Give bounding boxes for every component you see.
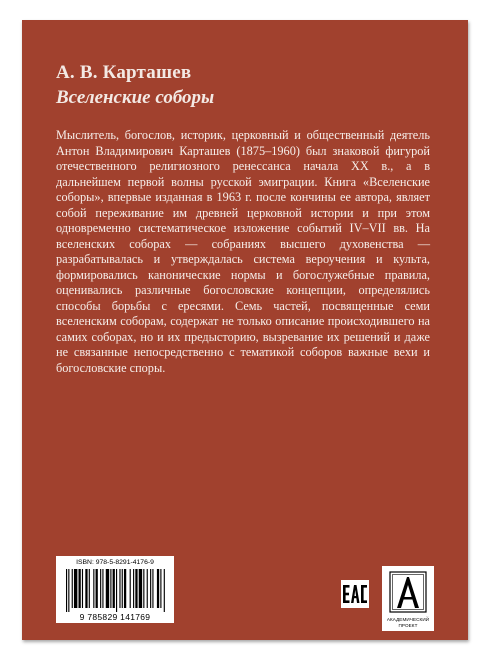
barcode-bar <box>93 569 94 608</box>
barcode-bar <box>133 569 134 608</box>
eac-conformity-icon <box>340 579 370 609</box>
barcode-bar <box>113 569 115 608</box>
barcode-bar <box>68 569 69 612</box>
academic-project-logo-icon <box>388 570 428 614</box>
barcode-bar <box>150 569 151 608</box>
barcode-bar <box>122 569 123 608</box>
publisher-mark <box>382 566 434 631</box>
author-name: А. В. Карташев <box>56 62 192 83</box>
barcode-bar <box>79 569 81 608</box>
barcode-bar <box>130 569 131 608</box>
barcode-bar <box>89 569 90 608</box>
barcode-bar <box>160 569 161 608</box>
barcode-label <box>56 556 174 623</box>
barcode-bar <box>106 569 109 608</box>
barcode-icon <box>66 569 166 612</box>
barcode-bar <box>119 569 120 608</box>
barcode-bar <box>143 569 144 608</box>
barcode-bar <box>82 569 83 608</box>
barcode-bar <box>152 569 153 608</box>
barcode-bar <box>100 569 101 608</box>
barcode-bar <box>74 569 77 608</box>
barcode-bar <box>66 569 67 612</box>
barcode-bar <box>116 569 117 612</box>
barcode-bar <box>135 569 137 608</box>
barcode-bar <box>96 569 98 608</box>
barcode-bar <box>147 569 148 608</box>
isbn-text: ISBN: 978-5-8291-4176-9 <box>76 559 154 566</box>
book-description: Мыслитель, богослов, историк, церковный и общественный деятель Антон Владимирович Карташев (1875–1960) был знаковой фигурой отечественного религиозного ренессанса начала XX в., а в дальнейшем первой волны русской эмиграции. Книга «Вселенские соборы», впервые изданная в 1963 г. после кончины ее автора, являет собой переживание им древней церковной истории и при этом одновременно систематическое изложение событий IV–VII вв. На вселенских соборах — собраниях высшего духовенства — разрабатывалась и утверждалась система вероучения и культа, формировались канонические нормы и богослужебные правила, оценивались различные богословские концепции, определялись способы борьбы с ересями. Семь частей, посвященные семи вселенским соборам, содержат не только описание происходившего на самих соборах, но и их предысторию, вызревание их решений и даже не связанные непосредственно с тематикой соборов важные вехи и богословские споры. <box>56 128 430 375</box>
barcode-bar <box>110 569 111 608</box>
barcode-bar <box>72 569 73 608</box>
barcode-bar <box>164 569 165 612</box>
publisher-name: АКАДЕМИЧЕСКИЙ ПРОЕКТ <box>386 617 430 628</box>
book-title: Вселенские соборы <box>56 87 215 108</box>
barcode-bar <box>124 569 126 608</box>
barcode-bar <box>139 569 142 608</box>
barcode-digits: 9 785829 141769 <box>79 612 151 622</box>
barcode-bar <box>85 569 87 608</box>
barcode-bar <box>157 569 159 608</box>
barcode-bar <box>102 569 103 608</box>
